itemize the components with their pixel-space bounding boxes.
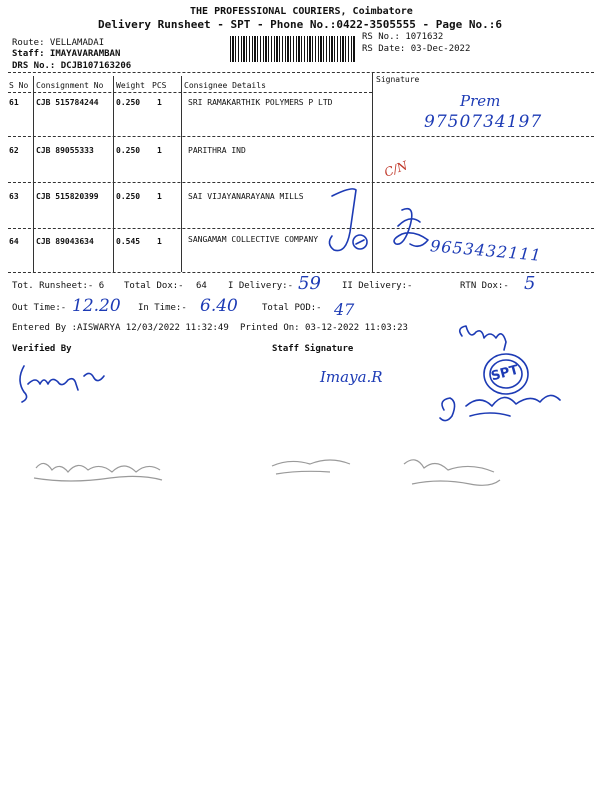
row-pcs: 1 xyxy=(157,98,162,107)
col-weight: Weight xyxy=(116,81,145,90)
row-sno: 61 xyxy=(9,98,19,107)
col-consignment: Consignment No xyxy=(36,81,104,90)
row63-64-signature xyxy=(0,0,600,300)
verified-by-label: Verified By xyxy=(12,344,72,354)
tot-runsheet: Tot. Runsheet:- 6 xyxy=(12,281,105,291)
runsheet-subtitle: Delivery Runsheet - SPT - Phone No.:0422-3505555 - Page No.:6 xyxy=(98,18,502,31)
i-delivery-handwriting: 59 xyxy=(298,273,321,294)
total-dox-value: 64 xyxy=(196,281,207,291)
col-consignee: Consignee Details xyxy=(184,81,266,90)
row-consignee: SANGAMAM COLLECTIVE COMPANY xyxy=(188,235,319,244)
out-time-label: Out Time:- xyxy=(12,303,67,313)
staff-label: Staff: IMAYAVARAMBAN xyxy=(12,49,121,59)
rs-date: RS Date: 03-Dec-2022 xyxy=(362,44,471,54)
row-pcs: 1 xyxy=(157,237,162,246)
row-consignment: CJB 515820399 xyxy=(36,192,99,201)
row-pcs: 1 xyxy=(157,146,162,155)
row-weight: 0.250 xyxy=(116,98,141,107)
row61-phone-handwriting: 9750734197 xyxy=(424,112,543,132)
row-weight: 0.250 xyxy=(116,146,141,155)
staff-signature-handwriting: Imaya.R xyxy=(320,368,383,386)
stamp-text: SPT xyxy=(489,362,521,385)
entered-by: Entered By :AISWARYA 12/03/2022 11:32:49 xyxy=(12,323,229,333)
row61-name-handwriting: Prem xyxy=(460,92,501,110)
row-consignee: PARITHRA IND xyxy=(188,146,246,155)
row-consignee: SAI VIJAYANARAYANA MILLS xyxy=(188,192,304,201)
row-sno: 62 xyxy=(9,146,19,155)
in-time-handwriting: 6.40 xyxy=(200,296,238,316)
company-title: THE PROFESSIONAL COURIERS, Coimbatore xyxy=(190,6,413,17)
rtn-dox-label: RTN Dox:- xyxy=(460,281,509,291)
col-sno: S No xyxy=(9,81,29,90)
col-signature: Signature xyxy=(376,75,420,84)
row-consignee: SRI RAMAKARTHIK POLYMERS P LTD xyxy=(188,98,333,107)
bleed-through-marks xyxy=(0,450,600,510)
out-time-handwriting: 12.20 xyxy=(72,296,121,316)
total-pod-label: Total POD:- xyxy=(262,303,322,313)
row-weight: 0.545 xyxy=(116,237,141,246)
printed-on: Printed On: 03-12-2022 11:03:23 xyxy=(240,323,408,333)
in-time-label: In Time:- xyxy=(138,303,187,313)
row-consignment: CJB 515784244 xyxy=(36,98,99,107)
row-pcs: 1 xyxy=(157,192,162,201)
ii-delivery-label: II Delivery:- xyxy=(342,281,413,291)
verified-by-signature xyxy=(12,362,122,412)
row-sno: 63 xyxy=(9,192,19,201)
row64-phone-handwriting: 9653432111 xyxy=(429,236,543,265)
row-consignment: CJB 89043634 xyxy=(36,237,94,246)
staff-signature-label: Staff Signature xyxy=(272,344,354,354)
row62-mark-handwriting: C/N xyxy=(382,158,410,180)
rtn-dox-handwriting: 5 xyxy=(524,273,536,294)
route-label: Route: VELLAMADAI xyxy=(12,38,105,48)
total-pod-handwriting: 47 xyxy=(334,300,355,319)
rs-number: RS No.: 1071632 xyxy=(362,32,444,42)
row-weight: 0.250 xyxy=(116,192,141,201)
row-consignment: CJB 89055333 xyxy=(36,146,94,155)
total-dox-label: Total Dox:- xyxy=(124,281,184,291)
drs-number: DRS No.: DCJB107163206 xyxy=(12,61,132,71)
col-pcs: PCS xyxy=(152,81,167,90)
i-delivery-label: I Delivery:- xyxy=(228,281,294,291)
row-sno: 64 xyxy=(9,237,19,246)
